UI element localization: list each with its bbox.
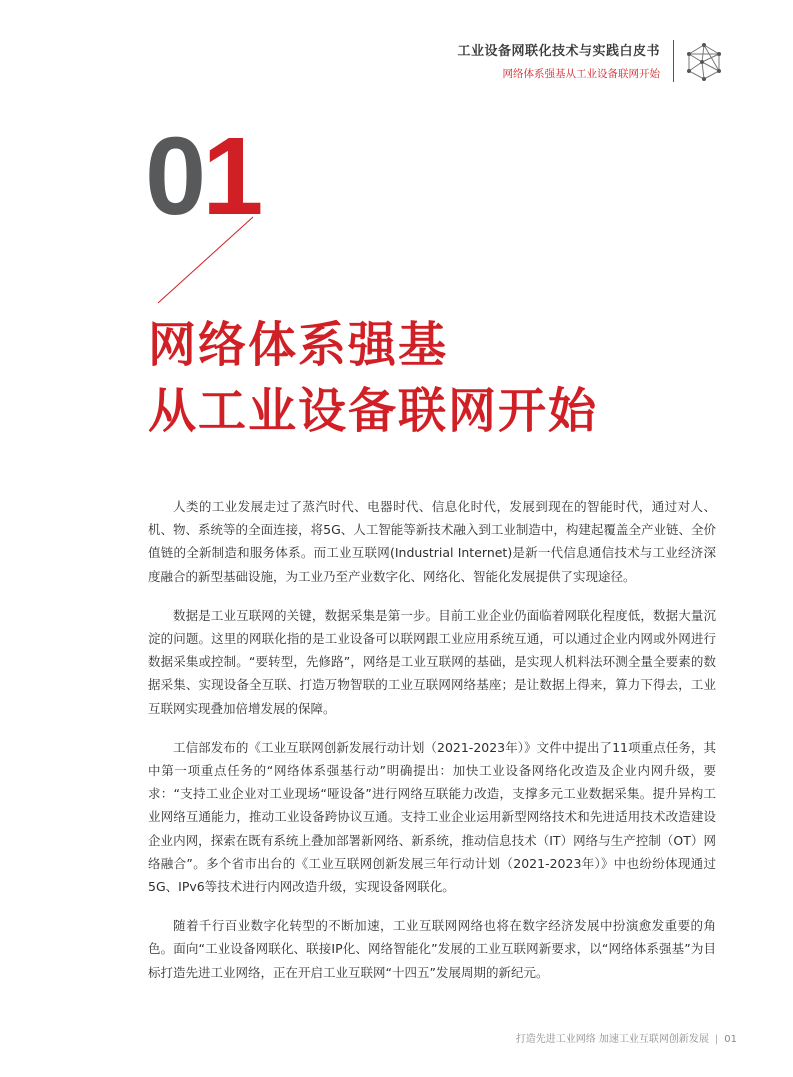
running-header — [457, 40, 660, 81]
footer-separator: | — [714, 1034, 719, 1045]
page-footer — [516, 1030, 737, 1045]
chapter-title-line-2: 从工业设备联网开始 — [148, 383, 599, 439]
paragraph-1: 人类的工业发展走过了蒸汽时代、电器时代、信息化时代，发展到现在的智能时代，通过对人、机、物、系统等的全面连接，将5G、人工智能等新技术融入到工业制造中，构建起覆盖全产业链、全价值链的全新制造和服务体系。而工业互联网(Industrial Internet)是新一代信息通信技术与工业经济深度融合的新型基础设施，为工业乃至产业数字化、网络化、智能化发展提供了实现途径。 — [148, 499, 716, 584]
chapter-number-first-digit: 0 — [145, 115, 203, 238]
paragraph-2: 数据是工业互联网的关键，数据采集是第一步。目前工业企业仍面临着网联化程度低，数据大量沉淀的问题。这里的网联化指的是工业设备可以联网跟工业应用系统互通，可以通过企业内网或外网进行数据采集或控制。“要转型，先修路”，网络是工业互联网的基础，是实现人机料法环测全量全要素的数据采集、实现设备全互联、打造万物智联的工业互联网网络基座；是让数据上得来，算力下得去，工业互联网实现叠加倍增发展的保障。 — [148, 607, 716, 716]
chapter-title — [148, 312, 598, 444]
section-subtitle: 网络体系强基从工业设备联网开始 — [502, 68, 660, 80]
network-polyhedron-icon — [684, 42, 724, 82]
chapter-number-second-digit: 1 — [202, 115, 260, 238]
page-number: 01 — [724, 1034, 737, 1045]
paragraph-4: 随着千行百业数字化转型的不断加速，工业互联网网络也将在数字经济发展中扮演愈发重要的角色。面向“工业设备网联化、联接IP化、网络智能化”发展的工业互联网新要求，以“网络体系强基”为目标打造先进工业网络，正在开启工业互联网“十四五”发展周期的新纪元。 — [148, 918, 716, 980]
document-title: 工业设备网联化技术与实践白皮书 — [457, 44, 660, 59]
chapter-title-line-1: 网络体系强基 — [148, 317, 449, 373]
paragraph-3: 工信部发布的《工业互联网创新发展行动计划（2021-2023年）》文件中提出了11项重点任务，其中第一项重点任务的“网络体系强基行动”明确提出：加快工业设备网络化改造及企业内网升级，要求：“支持工业企业对工业现场“哑设备”进行网络互联能力改造，支撑多元工业数据采集。提升异构工业网络互通能力，推动工业设备跨协议互通。支持工业企业运用新型网络技术和先进适用技术改造建设企业内网，探索在既有系统上叠加部署新网络、新系统，推动信息技术（IT）网络与生产控制（OT）网络融合”。多个省市出台的《工业互联网创新发展三年行动计划（2021-2023年）》中也纷纷体现通过5G、IPv6等技术进行内网改造升级，实现设备网联化。 — [148, 739, 716, 895]
header-divider — [673, 40, 674, 82]
footer-slogan: 打造先进工业网络 加速工业互联网创新发展 — [515, 1034, 709, 1045]
body-text — [148, 495, 716, 1000]
decorative-slash — [155, 215, 255, 305]
